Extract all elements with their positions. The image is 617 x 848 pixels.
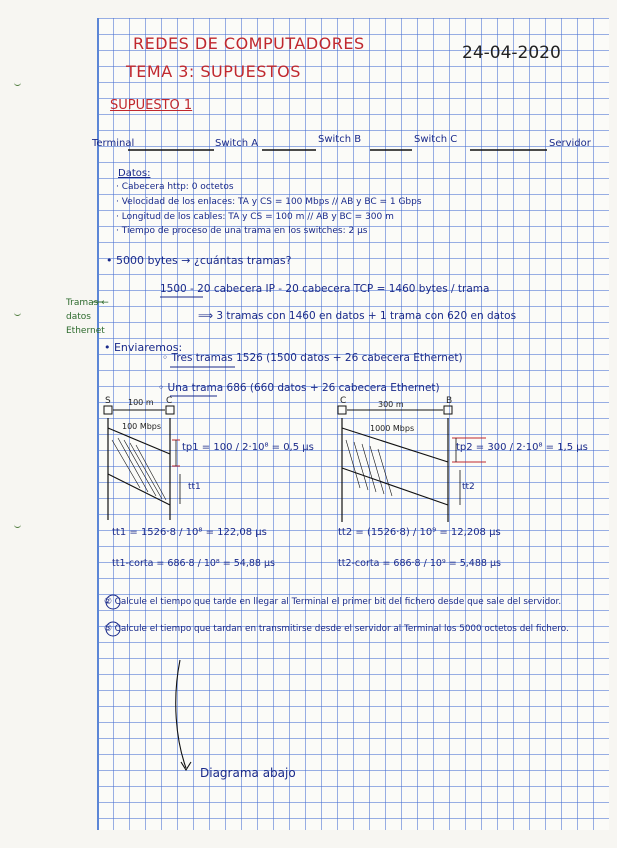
- diagram-right-node-b: B: [446, 396, 453, 406]
- frame-edge: [342, 468, 448, 505]
- topic-title: TEMA 3: SUPUESTOS: [126, 62, 301, 81]
- frame-hatch: [112, 438, 166, 500]
- frame-edge: [108, 474, 170, 505]
- enlaces-title: • Enviaremos:: [104, 341, 183, 354]
- topology-node-switch-b: Switch B: [318, 134, 362, 145]
- footer-note: Diagrama abajo: [200, 766, 296, 780]
- diagram-left-distance: 100 m: [128, 398, 154, 407]
- question-3: ③ Calcule el tiempo que tardan en transmitirse desde el servidor al Terminal los 5000 octetos del fichero.: [104, 624, 569, 634]
- diagram-left-speed: 100 Mbps: [122, 422, 162, 431]
- diagram-right-node-c: C: [340, 396, 347, 406]
- topology-node-switch-c: Switch C: [414, 134, 458, 145]
- diagram-left-tp: tp1 = 100 / 2·10⁸ = 0,5 μs: [182, 442, 314, 453]
- question-2: ② Calcule el tiempo que tarde en llegar al Terminal el primer bit del fichero desde que sale del servidor.: [104, 597, 562, 607]
- diagram-right-tt-corta: tt2-corta = 686·8 / 10⁹ = 5,488 μs: [338, 558, 501, 569]
- datos-title: Datos:: [118, 168, 151, 179]
- arrow-down: [176, 660, 186, 768]
- section-title: SUPUESTO 1: [110, 98, 193, 113]
- datos-item: · Tiempo de proceso de una trama en los switches: 2 μs: [116, 226, 368, 236]
- enlaces-item: ◦ Tres tramas 1526 (1500 datos + 26 cabecera Ethernet): [162, 352, 463, 364]
- datos-item: · Cabecera http: 0 octetos: [116, 182, 234, 192]
- frame-calculation: 1500 - 20 cabecera IP - 20 cabecera TCP = 1460 bytes / trama: [160, 283, 490, 295]
- topology-node-servidor: Servidor: [549, 138, 591, 149]
- diagram-right-tt: tt2 = (1526·8) / 10⁹ = 12,208 μs: [338, 527, 501, 538]
- topology-node-terminal: Terminal: [92, 138, 135, 149]
- diagram-left-tt: tt1 = 1526·8 / 10⁸ = 122,08 μs: [112, 527, 267, 538]
- diagram-left-tt-corta: tt1-corta = 686·8 / 10⁸ = 54,88 μs: [112, 558, 275, 569]
- enlaces-item: ◦ Una trama 686 (660 datos + 26 cabecera Ethernet): [158, 382, 440, 394]
- diagram-left-node-c: C: [166, 396, 173, 406]
- node-box: [338, 406, 346, 414]
- side-note: Tramas ← datos Ethernet: [66, 298, 109, 336]
- datos-item: · Velocidad de los enlaces: TA y CS = 100 Mbps // AB y BC = 1 Gbps: [116, 197, 422, 207]
- frame-hatch: [346, 440, 392, 496]
- diagram-right-tt-label: tt2: [462, 482, 475, 492]
- topology-node-switch-a: Switch A: [215, 138, 259, 149]
- frame-result: ⟹ 3 tramas con 1460 en datos + 1 trama con 620 en datos: [198, 310, 517, 322]
- node-box: [104, 406, 112, 414]
- diagram-right-tp: tp2 = 300 / 2·10⁸ = 1,5 μs: [456, 442, 588, 453]
- date: 24-04-2020: [462, 43, 561, 63]
- diagram-right-distance: 300 m: [378, 400, 404, 409]
- question-frames: • 5000 bytes → ¿cuántas tramas?: [106, 254, 292, 267]
- course-title: REDES DE COMPUTADORES: [133, 34, 365, 53]
- diagram-left-node-s: S: [105, 396, 111, 406]
- diagram-right-speed: 1000 Mbps: [370, 424, 415, 433]
- datos-item: · Longitud de los cables: TA y CS = 100 m // AB y BC = 300 m: [116, 212, 394, 222]
- node-box: [166, 406, 174, 414]
- diagram-left-tt-label: tt1: [188, 482, 201, 492]
- node-box: [444, 406, 452, 414]
- frame-edge: [342, 428, 448, 462]
